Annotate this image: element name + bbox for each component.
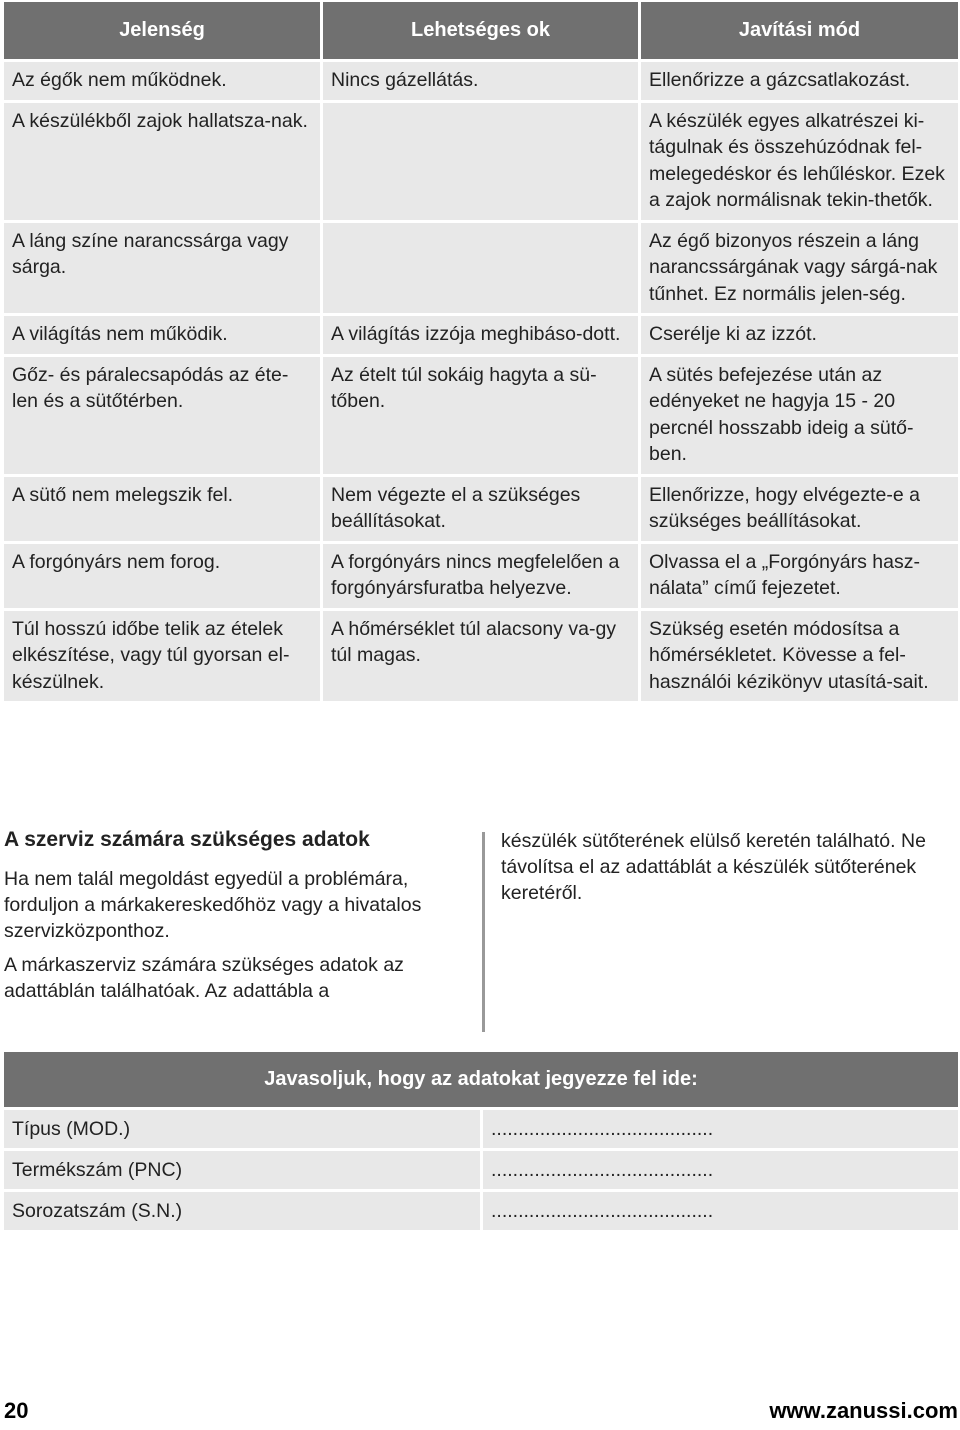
remedy-cell: Szükség esetén módosítsa a hőmérsékletet. Kövesse a fel-használói kézikönyv utasítá-sait.	[641, 611, 958, 705]
table-row	[4, 611, 958, 705]
column-divider	[482, 832, 485, 1032]
record-row	[4, 1151, 958, 1192]
symptom-cell: Túl hosszú időbe telik az ételek elkészítése, vagy túl gyorsan el-készülnek.	[4, 611, 323, 705]
table-row	[4, 477, 958, 544]
symptom-cell: A sütő nem melegszik fel.	[4, 477, 323, 544]
header-symptom: Jelenség	[4, 2, 323, 62]
cause-cell: A világítás izzója meghibáso-dott.	[323, 316, 641, 357]
cause-cell	[323, 103, 641, 223]
service-info-right-column	[501, 828, 960, 906]
cause-cell: Nincs gázellátás.	[323, 62, 641, 103]
service-info-section	[4, 828, 944, 1032]
table-row	[4, 62, 958, 103]
remedy-cell: Ellenőrizze, hogy elvégezte-e a szükséges beállításokat.	[641, 477, 958, 544]
service-info-paragraph: Ha nem talál megoldást egyedül a problémára, forduljon a márkakereskedőhöz vagy a hivatalos szervizközponthoz.	[4, 868, 422, 942]
service-info-paragraph: A márkaszerviz számára szükséges adatok az adattáblán találhatóak. Az adattábla a	[4, 954, 404, 1002]
table-row	[4, 223, 958, 317]
record-value-field: .........................................	[480, 1192, 958, 1233]
header-remedy: Javítási mód	[641, 2, 958, 62]
table-row	[4, 316, 958, 357]
symptom-cell: A készülékből zajok hallatsza-nak.	[4, 103, 323, 223]
cause-cell: Az ételt túl sokáig hagyta a sü-tőben.	[323, 357, 641, 477]
remedy-cell: Az égő bizonyos részein a láng narancssárgának vagy sárgá-nak tűnhet. Ez normális jelen-ség.	[641, 223, 958, 317]
troubleshooting-table	[4, 2, 958, 704]
remedy-cell: Cserélje ki az izzót.	[641, 316, 958, 357]
table-row	[4, 357, 958, 477]
service-info-paragraph: készülék sütőterének elülső keretén található. Ne távolítsa el az adattáblát a készülék sütőterének keretéről.	[501, 830, 926, 904]
remedy-cell: Ellenőrizze a gázcsatlakozást.	[641, 62, 958, 103]
record-data-table	[4, 1052, 958, 1233]
symptom-cell: Gőz- és páralecsapódás az éte-len és a sütőtérben.	[4, 357, 323, 477]
table-row	[4, 544, 958, 611]
cause-cell: Nem végezte el a szükséges beállításokat.	[323, 477, 641, 544]
remedy-cell: A készülék egyes alkatrészei ki-tágulnak és összehúzódnak fel-melegedéskor és lehűléskor. Ezek a zajok normálisnak tekin-thetők.	[641, 103, 958, 223]
header-cause: Lehetséges ok	[323, 2, 641, 62]
remedy-cell: A sütés befejezése után az edényeket ne hagyja 15 - 20 percnél hosszabb ideig a sütő-ben.	[641, 357, 958, 477]
symptom-cell: Az égők nem működnek.	[4, 62, 323, 103]
table-header-row	[4, 2, 958, 62]
record-row	[4, 1110, 958, 1151]
page-number: 20	[4, 1398, 29, 1423]
record-label: Termékszám (PNC)	[4, 1151, 480, 1192]
record-value-field: .........................................	[480, 1110, 958, 1151]
record-label: Sorozatszám (S.N.)	[4, 1192, 480, 1233]
record-header-row	[4, 1052, 958, 1110]
record-value-field: .........................................	[480, 1151, 958, 1192]
table-row	[4, 103, 958, 223]
service-info-heading: A szerviz számára szükséges adatok	[4, 828, 370, 851]
record-label: Típus (MOD.)	[4, 1110, 480, 1151]
remedy-cell: Olvassa el a „Forgónyárs hasz-nálata” című fejezetet.	[641, 544, 958, 611]
cause-cell	[323, 223, 641, 317]
cause-cell: A forgónyárs nincs megfelelően a forgónyársfuratba helyezve.	[323, 544, 641, 611]
website-url: www.zanussi.com	[769, 1398, 958, 1423]
record-row	[4, 1192, 958, 1233]
record-header: Javasoljuk, hogy az adatokat jegyezze fel ide:	[4, 1052, 958, 1110]
symptom-cell: A forgónyárs nem forog.	[4, 544, 323, 611]
symptom-cell: A világítás nem működik.	[4, 316, 323, 357]
symptom-cell: A láng színe narancssárga vagy sárga.	[4, 223, 323, 317]
cause-cell: A hőmérséklet túl alacsony va-gy túl magas.	[323, 611, 641, 705]
service-info-left-column	[4, 828, 454, 1012]
